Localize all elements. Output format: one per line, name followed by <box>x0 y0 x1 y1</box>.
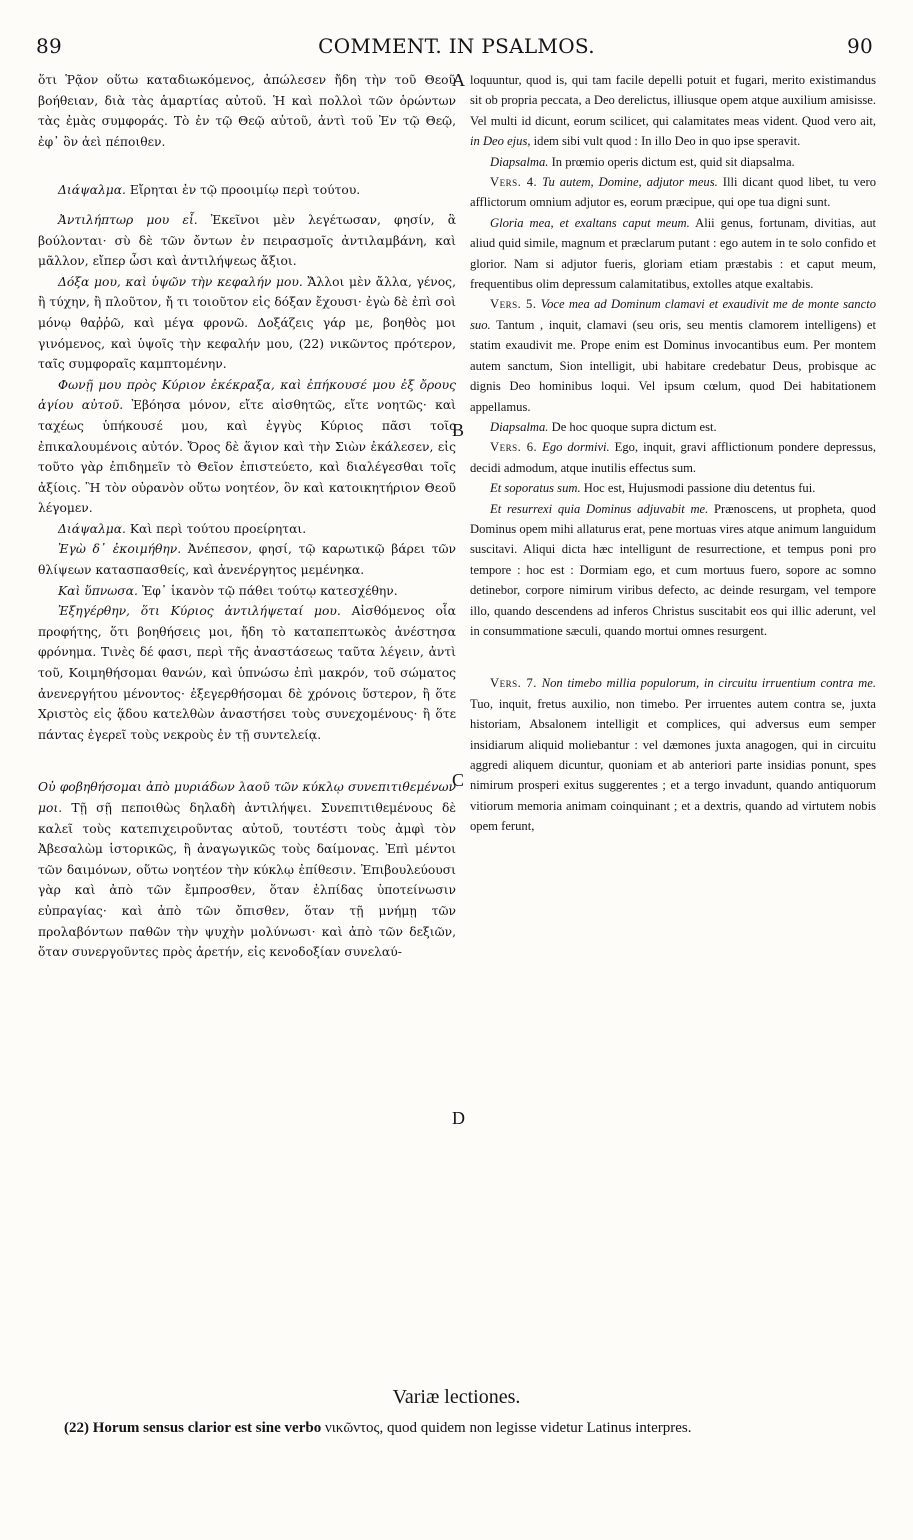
latin-text: In prœmio operis dictum est, quid sit diapsalma. <box>551 154 795 169</box>
greek-text: Εἴρηται ἐν τῷ προοιμίῳ περὶ τούτου. <box>129 183 361 198</box>
greek-lemma: Δόξα μου, καὶ ὑψῶν τὴν κεφαλήν μου. <box>58 274 303 289</box>
latin-lemma: Non timebo millia populorum, in circuitu irruentium contra me. <box>541 676 877 691</box>
page-number-left: 89 <box>36 34 63 58</box>
margin-marker-d: D <box>452 1108 465 1128</box>
greek-lemma: Διάψαλμα. <box>58 521 126 536</box>
latin-paragraph <box>470 294 876 416</box>
margin-marker-a: A <box>452 70 465 90</box>
greek-text: Αἰσθόμενος οἷα προφήτης, ὅτι βοηθήσεις μοι, ἤδη τὸ καταπεπτωκὸς ἀνέστησα φρόνημα. Τινὲς δέ φασι, περὶ τῆς ἀναστάσεως ταῦτα λέγειν, ἀντὶ τοῦ, Κοιμηθήσομαι θανών, καὶ ὑπνώσω ἐπὶ μακρόν, τοῦ σώματος ἀνενεργήτου μένοντος· ἐξεγερθήσομαι δὲ χρόνοις ὕστερον, ἢ ὅτε Χριστὸς εἰς ᾅδου κατελθὼν ἀναστήσει τοὺς συνεχομένους· ἢ ὅτε πάντας ἐγερεῖ τοὺς νεκροὺς ἐν τῇ συντελείᾳ. <box>38 604 456 742</box>
latin-lemma: Et soporatus sum. <box>490 481 581 496</box>
greek-paragraph <box>38 375 456 519</box>
latin-paragraph <box>470 478 876 498</box>
latin-text: Tuo, inquit, fretus auxilio, non timebo. Per irruentes autem contra se, juxta historiam, Absalonem intelligit et complices, qui adversus eum semper insidiarum aliquid moliebantur : vel dæmones juxta anagogen, qui in circuitu aggredi aliquem dicuntur, quoniam et ab anteriori parte insidias ponunt, spes nimirum prosperi exitus suggerentes ; et a tergo invadunt, quando antiquorum vitiorum memoria animam coinquinant ; et a dextris, quando ad virtutem nobis opem ferunt, <box>470 696 876 834</box>
greek-paragraph <box>38 70 456 152</box>
latin-paragraph <box>470 70 876 152</box>
greek-text: Τῇ σῇ πεποιθὼς δηλαδὴ ἀντιλήψει. Συνεπιτιθεμένους δὲ καλεῖ τοὺς κατεπιχειροῦντας αὐτοῦ, τουτέστι τοὺς ἀμφὶ τὸν Ἀβεσαλὼμ ἱστορικῶς, ἢ ἀναγωγικῶς τοὺς δαίμονας. Ἐπὶ μέντοι τῶν δαιμόνων, οὕτω νοητέον τὴν κύκλῳ ἐπίθεσιν. Ἐπιβουλεύουσι γὰρ καὶ ἀπὸ τῶν ἔμπροσθεν, ὅταν ἐλπίδας ὑποτείνωσιν εὐπραγίας· καὶ ἀπὸ τῶν ὄπισθεν, ὅταν τῇ μνήμῃ τῶν προλαβόντων παθῶν τὴν ψυχὴν μολύνωσι· καὶ ἀπὸ τῶν δεξιῶν, ὅταν συνεργοῦντες πρὸς ἀρετήν, εἰς κενοδοξίαν συνελαύ- <box>38 801 456 960</box>
latin-text: De hoc quoque supra dictum est. <box>551 419 717 434</box>
greek-text: Ἀνέπεσον, φησί, τῷ καρωτικῷ βάρει τῶν θλίψεων κατασπασθείς, καὶ ἀνενέργητος μεμένηκα. <box>38 542 456 578</box>
greek-paragraph <box>38 210 456 272</box>
latin-lemma: in Deo ejus, <box>470 134 531 149</box>
variant-readings-heading: Variæ lectiones. <box>392 1386 521 1408</box>
greek-paragraph <box>38 601 456 745</box>
greek-text: ὅτι Ῥᾷον οὕτω καταδιωκόμενος, ἀπώλεσεν ἤδη τὴν τοῦ Θεοῦ βοήθειαν, διὰ τὰς ἁμαρτίας αὐτοῦ. Ἡ καὶ πολλοὶ τῶν ὁρώντων τὰς ἐμὰς συμφοράς. Τὸ ἐν τῷ Θεῷ αὐτοῦ, ἀντὶ τοῦ Ἐν τῷ Θεῷ, ἐφ᾽ ὃν ἀεὶ πέποιθεν. <box>38 73 456 149</box>
greek-paragraph <box>38 272 456 375</box>
latin-text: Tantum , inquit, clamavi (seu oris, seu mentis clamorem intelligens) et statim exaudivit me. Prope enim est Dominus invocantibus eum. Per montem autem sanctum, Sion intelligit, ubi habitare credebatur Deus, probisque ac dignis Deo hominibus loqui. Vel ipsum cœlum, quod Dei habitationem appellamus. <box>470 317 877 414</box>
greek-lemma: Ἐγὼ δ᾽ ἐκοιμήθην. <box>58 542 182 557</box>
greek-paragraph <box>38 777 456 962</box>
latin-text: idem sibi vult quod : In illo Deo in quo ipse speravit. <box>533 134 801 149</box>
greek-lemma: Φωνῇ μου πρὸς Κύριον ἐκέκραξα, καὶ ἐπήκουσέ μου ἐξ ὄρους ἁγίου αὐτοῦ. <box>38 377 456 413</box>
latin-paragraph <box>470 437 876 478</box>
greek-lemma: Οὐ φοβηθήσομαι ἀπὸ μυριάδων λαοῦ τῶν κύκλῳ συνεπιτιθεμένων μοι. <box>38 780 456 815</box>
latin-paragraph <box>470 499 876 642</box>
margin-marker-b: B <box>452 420 465 440</box>
footnote <box>40 1418 876 1439</box>
footnote-number: (22) <box>64 1420 89 1436</box>
latin-paragraph <box>470 172 876 213</box>
greek-text: Καὶ περὶ τούτου προείρηται. <box>129 521 307 536</box>
verse-number: Vers. 7. <box>490 676 537 691</box>
latin-paragraph <box>470 417 876 437</box>
latin-column <box>470 70 876 837</box>
latin-lemma: Gloria mea, et exaltans caput meum. <box>490 215 690 230</box>
latin-lemma: Diapsalma. <box>490 419 549 434</box>
greek-lemma: Ἀντιλήπτωρ μου εἶ. <box>58 212 198 227</box>
verse-number: Vers. 5. <box>490 297 537 312</box>
greek-text: Ἄλλοι μὲν ἄλλα, γένος, ἢ τύχην, ἢ πλοῦτον, ἤ τι τοιοῦτον εἰς δόξαν ἔχουσι· ἐγὼ δὲ ἐπὶ σοὶ μόνῳ θαῤῥῶ, καὶ μέγα φρονῶ. Δοξάζεις γάρ με, βοηθὸς μοι γινόμενος, καὶ ὑψοῖς τὴν κεφαλήν μου, (22) νικῶντος πρότερον, ταῖς συμφοραῖς καμπτομένην. <box>38 274 456 372</box>
latin-text: Alii genus, fortunam, divitias, aut aliud quid simile, magnum et præclarum putant : ego autem in te solo confido et glorior. Nam si adjutor fueris, gloriam etiam præstabis : et caput meum, frequentibus olim depressum calamitatibus, extolles atque exaltabis. <box>470 215 876 292</box>
running-title: COMMENT. IN PSALMOS. <box>318 34 595 58</box>
latin-text: Prænoscens, ut propheta, quod Dominus opem mihi allaturus erat, pene mortuas vires atque animum languidum suscitavi. Aliqui dicta hæc intelligunt de resurrectione, et tempus poni pro tempore : hoc est : Dormiam ego, et cum mortuus fuero, sopore ac somno detinebor, corpore nimirum viribus defecto, ac deinde resurgam, vel tempore illo, quando descendens ad inferos Christus suscitabit eos qui illic aderunt, vel in consummatione sæculi, quando mortui omnes resurgent. <box>470 501 876 638</box>
greek-paragraph <box>38 180 456 201</box>
greek-paragraph <box>38 581 456 602</box>
latin-text: Hoc est, Hujusmodi passione diu detentus fui. <box>583 481 816 496</box>
latin-lemma: Ego dormivi. <box>542 440 610 455</box>
latin-text: loquuntur, quod is, qui tam facile depelli potuit et fugari, merito existimandus sit ob propria peccata, a Deo derelictus, illiusque opem atque auxilium amisisse. Vel multi id dicunt, eorum scilicet, qui calamitates meas vident. Quod vero ait, <box>470 73 876 128</box>
greek-lemma: Καὶ ὕπνωσα. <box>58 583 138 598</box>
latin-lemma: Tu autem, Domine, adjutor meus. <box>542 175 718 190</box>
latin-text: Illi dicant quod libet, tu vero afflictorum omnium adjutor es, eorum præcipue, qui ope tua digni sunt. <box>470 175 877 210</box>
greek-text: Ἐβόησα μόνον, εἴτε αἰσθητῶς, εἴτε νοητῶς· καὶ ταχέως ὑπήκουσέ μου, καὶ ἐγγὺς Κύριος πᾶσι τοῖς ἐπικαλουμένοις αὐτόν. Ὄρος δὲ ἅγιον καὶ τὴν Σιὼν ἐκάλεσεν, εἰς τοῦτο γὰρ ἐπιδημεῖν τὸ Θεῖον ἐπιστεύετο, καὶ διαλέγεσθαι τοῖς ἀξίοις. Ἢ τὸν οὐρανὸν οὕτω νοητέον, ὃν καὶ κατοικητήριον Θεοῦ λέγομεν. <box>38 398 456 516</box>
latin-paragraph <box>470 152 876 172</box>
greek-paragraph <box>38 539 456 580</box>
greek-lemma: Ἐξηγέρθην, ὅτι Κύριος ἀντιλήψεταί μου. <box>58 604 341 619</box>
margin-marker-c: C <box>452 770 465 790</box>
greek-text: Ἐκεῖνοι μὲν λεγέτωσαν, φησίν, ἃ βούλονται· σὺ δὲ τῶν ὄντων ἐν πειρασμοῖς ἀντιλαμβάνη, καὶ μᾶλλον, εἴπερ ὦσι καὶ ἀντιλήψεως ἄξιοι. <box>38 212 456 269</box>
latin-lemma: Et resurrexi quia Dominus adjuvabit me. <box>490 501 709 516</box>
page-number-right: 90 <box>846 34 873 58</box>
footnote-greek-word: νικῶντος, <box>324 1420 384 1436</box>
greek-paragraph <box>38 519 456 540</box>
latin-lemma: Voce mea ad Dominum clamavi et exaudivit me de monte sancto suo. <box>470 297 876 332</box>
latin-text: Ego, inquit, gravi afflictionum pondere depressus, decidi admodum, atque inutilis effectus sum. <box>470 440 877 475</box>
footnote-text: Horum sensus clarior est sine verbo <box>92 1420 322 1436</box>
latin-lemma: Diapsalma. <box>490 154 549 169</box>
footnote-text: quod quidem non legisse videtur Latinus interpres. <box>386 1420 692 1436</box>
greek-column <box>38 70 456 963</box>
verse-number: Vers. 6. <box>490 440 538 455</box>
greek-text: Ἐφ᾽ ἱκανὸν τῷ πάθει τούτῳ κατεσχέθην. <box>141 583 398 598</box>
greek-lemma: Διάψαλμα. <box>58 183 126 198</box>
latin-paragraph <box>470 213 876 295</box>
latin-paragraph <box>470 673 876 836</box>
verse-number: Vers. 4. <box>490 175 538 190</box>
